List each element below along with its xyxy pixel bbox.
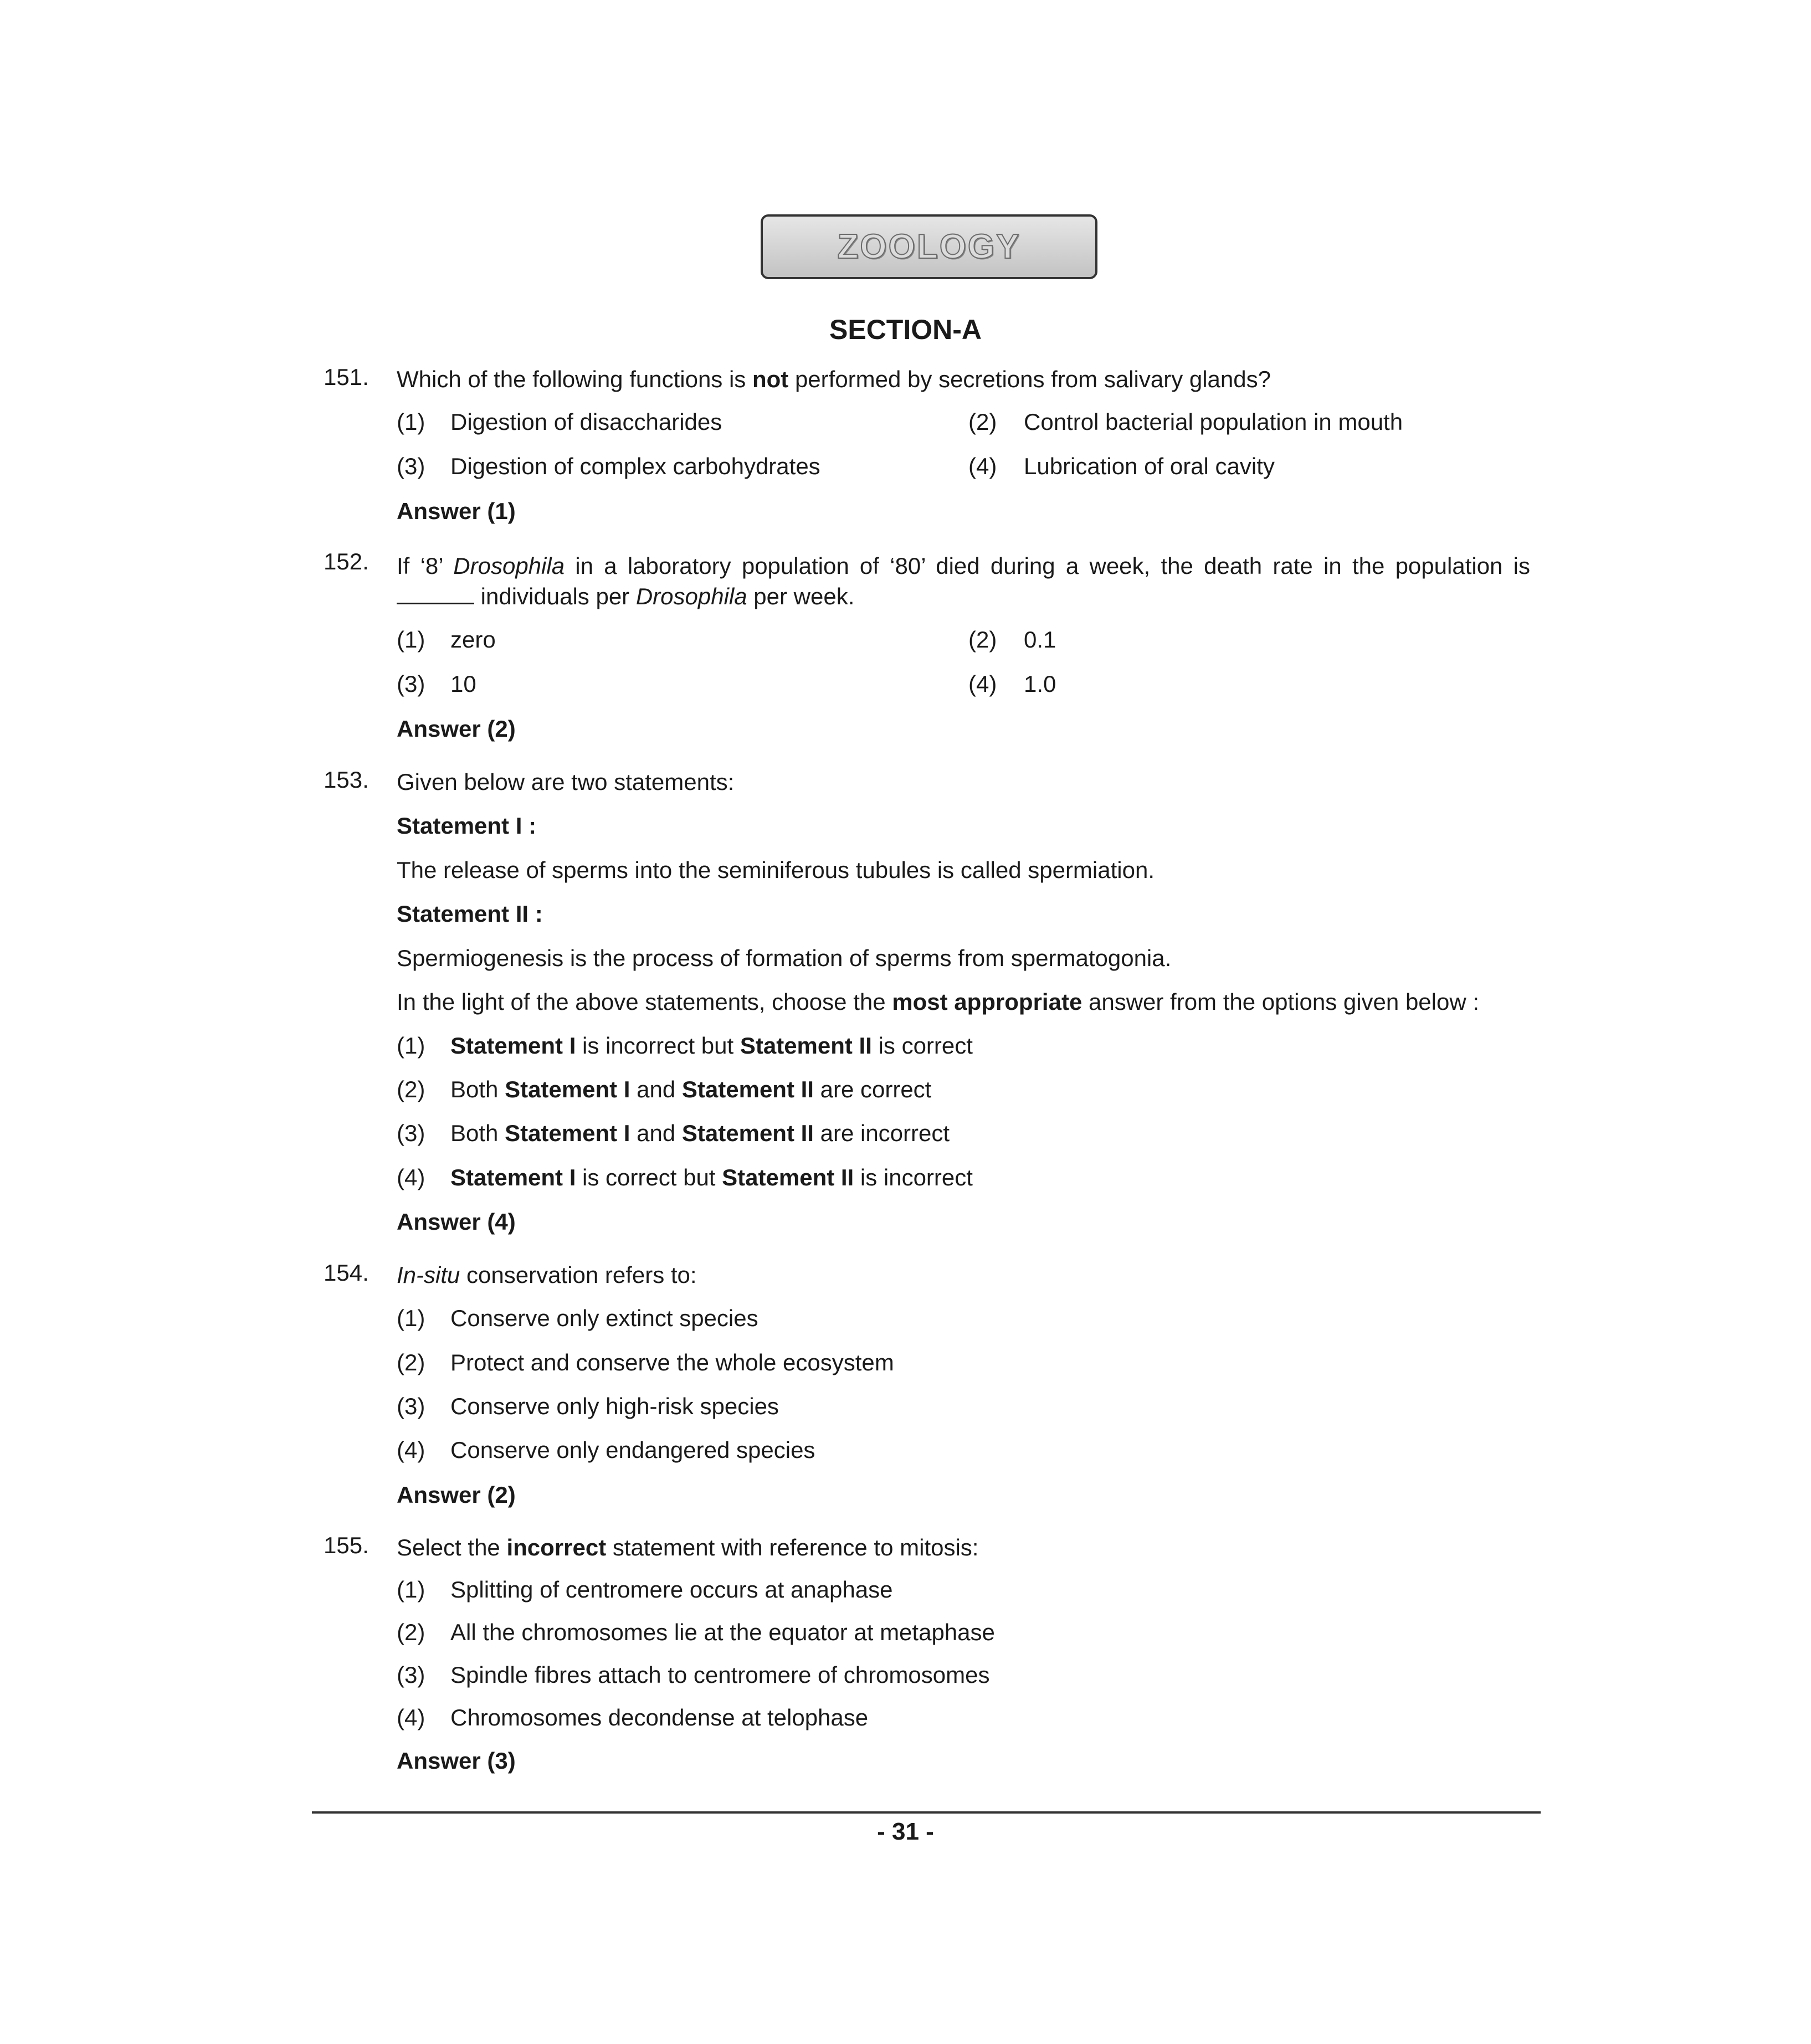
page-number: - 31 - <box>877 1818 934 1845</box>
answer-label: Answer (1) <box>397 498 516 524</box>
option-1: (1) zero <box>397 626 496 653</box>
subject-banner <box>761 214 1097 279</box>
option-3: (3) Both Statement I and Statement II are incorrect <box>397 1120 950 1146</box>
option-4: (4) Conserve only endangered species <box>397 1437 815 1463</box>
question-text-line-2: individuals per Drosophila per week. <box>397 583 854 610</box>
question-number: 154. <box>324 1260 369 1286</box>
answer-label: Answer (2) <box>397 1482 516 1508</box>
question-text-line-1: If ‘8’ Drosophila in a laboratory population of ‘80’ died during a week, the death rate in the population is <box>397 553 1530 579</box>
option-1: (1) Conserve only extinct species <box>397 1305 758 1331</box>
statement-2-text: Spermiogenesis is the process of formation of sperms from spermatogonia. <box>397 945 1172 971</box>
question-text: In-situ conservation refers to: <box>397 1262 697 1288</box>
option-4: (4) Chromosomes decondense at telophase <box>397 1704 869 1730</box>
option-2: (2) All the chromosomes lie at the equator at metaphase <box>397 1619 995 1645</box>
answer-label: Answer (4) <box>397 1209 516 1235</box>
answer-blank <box>397 586 474 604</box>
option-3: (3) Digestion of complex carbohydrates <box>397 453 820 479</box>
section-title: SECTION-A <box>829 314 982 345</box>
question-instruction: In the light of the above statements, choose the most appropriate answer from the options given below : <box>397 989 1480 1015</box>
option-3: (3) Conserve only high-risk species <box>397 1393 779 1419</box>
question-number: 155. <box>324 1532 369 1558</box>
question-text: Which of the following functions is not performed by secretions from salivary glands? <box>397 366 1271 392</box>
option-3: (3) Spindle fibres attach to centromere of chromosomes <box>397 1662 990 1688</box>
question-number: 151. <box>324 364 369 390</box>
question-number: 152. <box>324 548 369 574</box>
question-number: 153. <box>324 767 369 793</box>
statement-1-label: Statement I : <box>397 813 537 839</box>
option-1: (1) Digestion of disaccharides <box>397 409 722 435</box>
answer-label: Answer (2) <box>397 716 516 742</box>
option-4: (4) Statement I is correct but Statement II is incorrect <box>397 1164 973 1190</box>
answer-label: Answer (3) <box>397 1748 516 1774</box>
option-1: (1) Splitting of centromere occurs at anaphase <box>397 1576 893 1603</box>
option-2: (2) Both Statement I and Statement II are correct <box>397 1076 932 1102</box>
option-2: (2) 0.1 <box>968 626 1056 653</box>
statement-2-label: Statement II : <box>397 901 543 927</box>
option-1: (1) Statement I is incorrect but Statement II is correct <box>397 1033 973 1059</box>
option-2: (2) Protect and conserve the whole ecosystem <box>397 1349 894 1375</box>
option-4: (4) Lubrication of oral cavity <box>968 453 1275 479</box>
footer-divider <box>312 1811 1541 1814</box>
statement-1-text: The release of sperms into the seminiferous tubules is called spermiation. <box>397 857 1155 883</box>
question-text: Select the incorrect statement with reference to mitosis: <box>397 1534 979 1560</box>
option-3: (3) 10 <box>397 671 476 697</box>
option-4: (4) 1.0 <box>968 671 1056 697</box>
option-2: (2) Control bacterial population in mouth <box>968 409 1403 435</box>
question-intro: Given below are two statements: <box>397 769 735 795</box>
subject-title: ZOOLOGY <box>837 228 1021 266</box>
